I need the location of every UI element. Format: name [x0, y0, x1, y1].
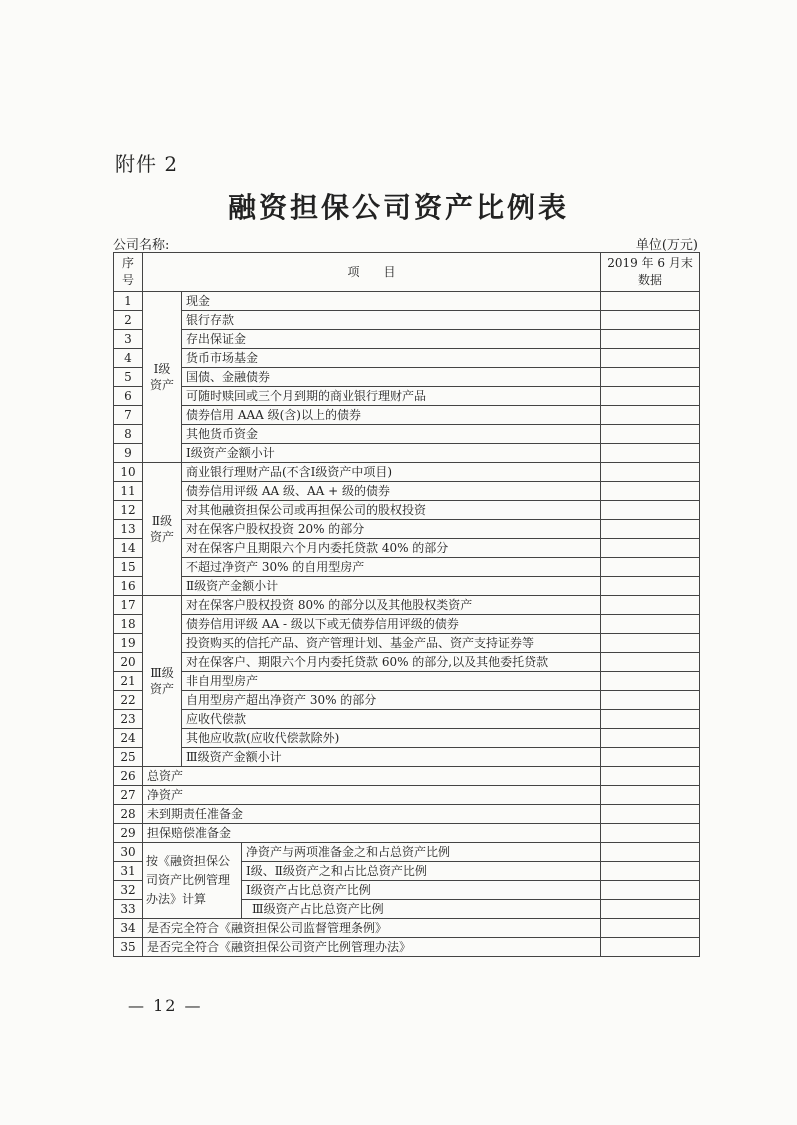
data-value-cell — [601, 786, 700, 805]
unit-label: 单位(万元) — [635, 238, 698, 253]
table-row — [114, 786, 700, 805]
row-item: 是否完全符合《融资担保公司监督管理条例》 — [143, 919, 601, 938]
row-item: 应收代偿款 — [182, 710, 601, 729]
data-value-cell — [601, 558, 700, 577]
row-number: 1 — [114, 292, 143, 311]
row-number: 15 — [114, 558, 143, 577]
row-number: 5 — [114, 368, 143, 387]
data-value-cell — [601, 729, 700, 748]
table-row — [114, 501, 700, 520]
header-data: 2019 年 6 月末 数据 — [601, 253, 700, 292]
row-item: 其他货币资金 — [182, 425, 601, 444]
group-ratio-measure: 按《融资担保公司资产比例管理办法》计算 — [143, 843, 242, 919]
table-row — [114, 482, 700, 501]
row-item: Ⅰ级资产占比总资产比例 — [242, 881, 601, 900]
attachment-label: 附件 2 — [115, 152, 179, 176]
row-number: 25 — [114, 748, 143, 767]
data-value-cell — [601, 938, 700, 957]
table-row — [114, 425, 700, 444]
row-item: 担保赔偿准备金 — [143, 824, 601, 843]
row-item: 债券信用 AAA 级(含)以上的债券 — [182, 406, 601, 425]
data-value-cell — [601, 292, 700, 311]
row-item: Ⅱ级资产金额小计 — [182, 577, 601, 596]
data-value-cell — [601, 634, 700, 653]
row-item: 现金 — [182, 292, 601, 311]
table-row — [114, 596, 700, 615]
row-number: 35 — [114, 938, 143, 957]
header-seq: 序 号 — [114, 253, 143, 292]
row-item: 不超过净资产 30% 的自用型房产 — [182, 558, 601, 577]
data-value-cell — [601, 330, 700, 349]
row-number: 19 — [114, 634, 143, 653]
table-row — [114, 653, 700, 672]
data-value-cell — [601, 463, 700, 482]
table-row — [114, 615, 700, 634]
row-number: 6 — [114, 387, 143, 406]
data-value-cell — [601, 615, 700, 634]
table-row — [114, 520, 700, 539]
data-value-cell — [601, 596, 700, 615]
data-value-cell — [601, 805, 700, 824]
table-row — [114, 691, 700, 710]
group-level1: Ⅰ级 资产 — [143, 292, 182, 463]
company-name-label: 公司名称: — [113, 238, 170, 253]
data-value-cell — [601, 349, 700, 368]
row-number: 22 — [114, 691, 143, 710]
row-item: Ⅲ级资产占比总资产比例 — [242, 900, 601, 919]
data-value-cell — [601, 881, 700, 900]
table-row — [114, 767, 700, 786]
row-item: 可随时赎回或三个月到期的商业银行理财产品 — [182, 387, 601, 406]
row-number: 7 — [114, 406, 143, 425]
data-value-cell — [601, 767, 700, 786]
row-item: 总资产 — [143, 767, 601, 786]
row-item: 债券信用评级 AA - 级以下或无债券信用评级的债券 — [182, 615, 601, 634]
row-number: 34 — [114, 919, 143, 938]
row-number: 18 — [114, 615, 143, 634]
row-number: 2 — [114, 311, 143, 330]
data-value-cell — [601, 311, 700, 330]
header-item: 项 目 — [143, 253, 601, 292]
row-number: 30 — [114, 843, 143, 862]
row-number: 32 — [114, 881, 143, 900]
data-value-cell — [601, 387, 700, 406]
table-row — [114, 748, 700, 767]
table-row — [114, 330, 700, 349]
data-value-cell — [601, 368, 700, 387]
row-number: 29 — [114, 824, 143, 843]
row-item: 自用型房产超出净资产 30% 的部分 — [182, 691, 601, 710]
row-item: 非自用型房产 — [182, 672, 601, 691]
table-row — [114, 539, 700, 558]
asset-ratio-table — [113, 252, 700, 957]
page-title: 融资担保公司资产比例表 — [227, 191, 569, 224]
data-value-cell — [601, 900, 700, 919]
row-item: 债券信用评级 AA 级、AA + 级的债券 — [182, 482, 601, 501]
row-number: 4 — [114, 349, 143, 368]
row-number: 26 — [114, 767, 143, 786]
table-row — [114, 311, 700, 330]
table-row — [114, 710, 700, 729]
row-number: 16 — [114, 577, 143, 596]
row-number: 8 — [114, 425, 143, 444]
data-value-cell — [601, 710, 700, 729]
group-level2: Ⅱ级 资产 — [143, 463, 182, 596]
row-item: 存出保证金 — [182, 330, 601, 349]
data-value-cell — [601, 748, 700, 767]
table-row — [114, 729, 700, 748]
table-row — [114, 824, 700, 843]
row-number: 21 — [114, 672, 143, 691]
row-item: 净资产 — [143, 786, 601, 805]
row-number: 27 — [114, 786, 143, 805]
table-row — [114, 444, 700, 463]
table-row — [114, 805, 700, 824]
table-row — [114, 368, 700, 387]
table-row — [114, 387, 700, 406]
row-number: 10 — [114, 463, 143, 482]
row-number: 9 — [114, 444, 143, 463]
table-row — [114, 843, 700, 862]
row-number: 12 — [114, 501, 143, 520]
table-row — [114, 558, 700, 577]
row-item: Ⅲ级资产金额小计 — [182, 748, 601, 767]
table-row — [114, 672, 700, 691]
row-item: 投资购买的信托产品、资产管理计划、基金产品、资产支持证券等 — [182, 634, 601, 653]
data-value-cell — [601, 653, 700, 672]
table-row — [114, 634, 700, 653]
page-number: — 12 — — [128, 996, 203, 1015]
row-item: 其他应收款(应收代偿款除外) — [182, 729, 601, 748]
data-value-cell — [601, 691, 700, 710]
data-value-cell — [601, 406, 700, 425]
row-number: 13 — [114, 520, 143, 539]
row-number: 3 — [114, 330, 143, 349]
row-item: Ⅰ级、Ⅱ级资产之和占比总资产比例 — [242, 862, 601, 881]
table-row — [114, 406, 700, 425]
row-item: 净资产与两项准备金之和占总资产比例 — [242, 843, 601, 862]
row-number: 11 — [114, 482, 143, 501]
table-row — [114, 919, 700, 938]
row-item: 国债、金融债券 — [182, 368, 601, 387]
data-value-cell — [601, 539, 700, 558]
data-value-cell — [601, 482, 700, 501]
row-item: Ⅰ级资产金额小计 — [182, 444, 601, 463]
row-item: 对在保客户、期限六个月内委托贷款 60% 的部分,以及其他委托贷款 — [182, 653, 601, 672]
row-item: 银行存款 — [182, 311, 601, 330]
row-item: 是否完全符合《融资担保公司资产比例管理办法》 — [143, 938, 601, 957]
row-item: 货币市场基金 — [182, 349, 601, 368]
row-number: 33 — [114, 900, 143, 919]
data-value-cell — [601, 425, 700, 444]
data-value-cell — [601, 843, 700, 862]
row-number: 17 — [114, 596, 143, 615]
row-item: 对在保客户股权投资 20% 的部分 — [182, 520, 601, 539]
row-number: 24 — [114, 729, 143, 748]
row-item: 商业银行理财产品(不含Ⅰ级资产中项目) — [182, 463, 601, 482]
table-row — [114, 463, 700, 482]
data-value-cell — [601, 862, 700, 881]
table-header-row — [114, 253, 700, 292]
data-value-cell — [601, 577, 700, 596]
data-value-cell — [601, 919, 700, 938]
data-value-cell — [601, 824, 700, 843]
row-item: 未到期责任准备金 — [143, 805, 601, 824]
row-number: 31 — [114, 862, 143, 881]
row-number: 14 — [114, 539, 143, 558]
data-value-cell — [601, 444, 700, 463]
row-number: 28 — [114, 805, 143, 824]
table-row — [114, 349, 700, 368]
row-item: 对在保客户股权投资 80% 的部分以及其他股权类资产 — [182, 596, 601, 615]
group-level3: Ⅲ级 资产 — [143, 596, 182, 767]
table-row — [114, 292, 700, 311]
data-value-cell — [601, 501, 700, 520]
row-item: 对在保客户且期限六个月内委托贷款 40% 的部分 — [182, 539, 601, 558]
row-number: 20 — [114, 653, 143, 672]
data-value-cell — [601, 672, 700, 691]
data-value-cell — [601, 520, 700, 539]
row-number: 23 — [114, 710, 143, 729]
table-row — [114, 938, 700, 957]
table-row — [114, 577, 700, 596]
row-item: 对其他融资担保公司或再担保公司的股权投资 — [182, 501, 601, 520]
